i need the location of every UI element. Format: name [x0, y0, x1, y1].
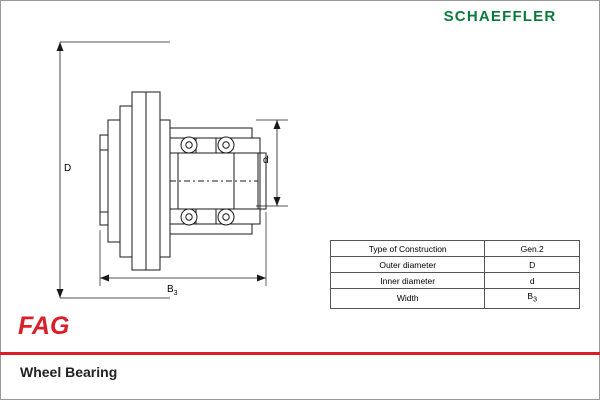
spec-value-width: $B_3$ [485, 289, 580, 309]
dimension-label-width: $B_3$ [167, 284, 178, 297]
spec-value-type-of-construction: Gen.2 [485, 241, 580, 257]
specification-table-body [331, 241, 580, 309]
fag-logo: FAG [18, 312, 70, 340]
table-row [331, 289, 580, 309]
table-row [331, 273, 580, 289]
specification-table [330, 240, 580, 309]
product-title: Wheel Bearing [20, 364, 118, 380]
table-row [331, 241, 580, 257]
bearing-technical-drawing [20, 20, 330, 320]
spec-label-inner-diameter: Inner diameter [331, 273, 485, 289]
dimension-label-outer-diameter: D [64, 163, 72, 174]
spec-value-outer-diameter: D [485, 257, 580, 273]
dimension-label-inner-diameter: d [263, 155, 269, 166]
spec-label-width: Width [331, 289, 485, 309]
table-row [331, 257, 580, 273]
spec-label-outer-diameter: Outer diameter [331, 257, 485, 273]
spec-value-width-subscript: 3 [533, 296, 537, 304]
spec-value-inner-diameter: d [485, 273, 580, 289]
schaeffler-brand-logo: SCHAEFFLER [443, 8, 557, 25]
dimension-label-width-subscript: 3 [173, 290, 178, 297]
footer-divider [0, 352, 600, 355]
spec-label-type-of-construction: Type of Construction [331, 241, 485, 257]
